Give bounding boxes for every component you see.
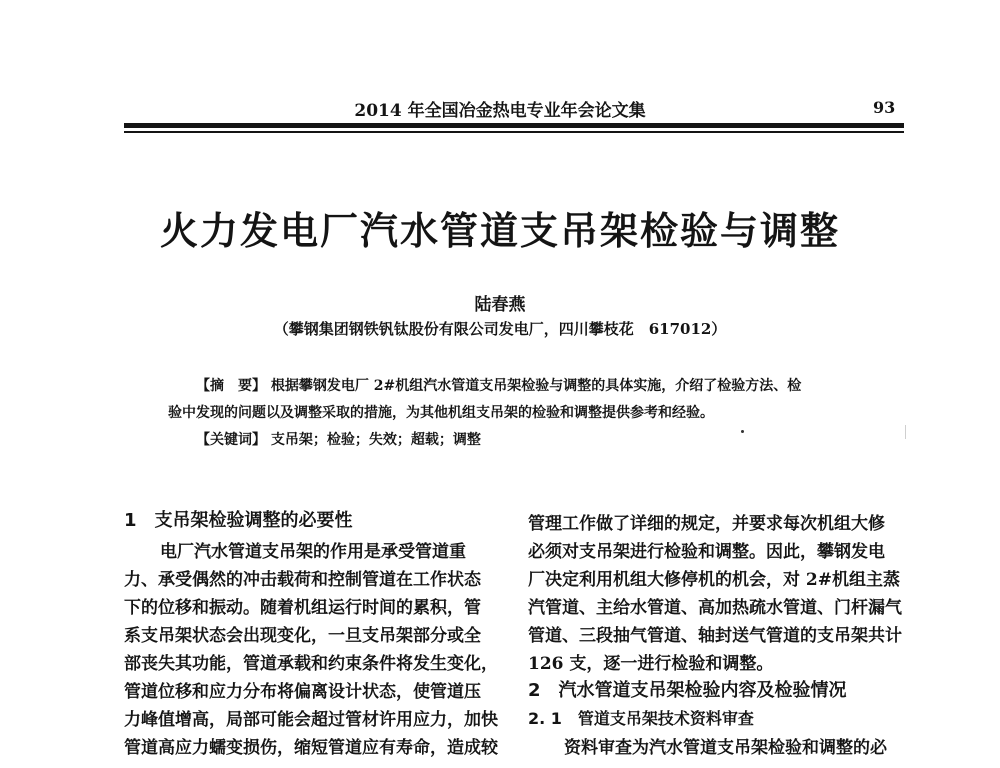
keywords-line: [196, 429, 481, 449]
body-line: 管道高应力蠕变损伤，缩短管道应有寿命，造成较: [124, 738, 498, 758]
body-line: 必须对支吊架进行检验和调整。因此，攀钢发电: [528, 542, 885, 562]
header-rule-thin: [124, 131, 904, 133]
abstract-label: 【摘 要】: [196, 378, 266, 394]
section-2-1-heading: 2. 1 管道支吊架技术资料审查: [528, 709, 754, 728]
body-line: 厂决定利用机组大修停机的机会，对 2#机组主蒸: [528, 570, 900, 590]
right-column: [528, 500, 908, 768]
keywords-text: 支吊架；检验；失效；超载；调整: [270, 432, 481, 448]
stray-dot: [741, 430, 744, 433]
article-title: 火力发电厂汽水管道支吊架检验与调整: [159, 208, 840, 253]
body-line: 力峰值增高，局部可能会超过管材许用应力，加快: [124, 710, 498, 730]
running-title: 2014 年全国冶金热电专业年会论文集: [354, 101, 646, 121]
section-2-heading: 2 汽水管道支吊架检验内容及检验情况: [528, 680, 847, 701]
page-number: 93: [873, 98, 896, 117]
abstract-text-1: 根据攀钢发电厂 2#机组汽水管道支吊架检验与调整的具体实施，介绍了检验方法、检: [270, 378, 802, 394]
body-line: 力、承受偶然的冲击载荷和控制管道在工作状态: [124, 570, 481, 590]
section-1-heading: 1 支吊架检验调整的必要性: [124, 510, 353, 531]
author: 陆春燕: [474, 295, 526, 315]
body-line: 管理工作做了详细的规定，并要求每次机组大修: [528, 514, 885, 534]
body-line: 管道位移和应力分布将偏离设计状态，使管道压: [124, 682, 481, 702]
body-line: 126 支，逐一进行检验和调整。: [528, 654, 774, 674]
left-column: [124, 500, 504, 768]
body-line: 管道、三段抽气管道、轴封送气管道的支吊架共计: [528, 626, 902, 646]
body-line: 电厂汽水管道支吊架的作用是承受管道重: [160, 542, 466, 562]
body-line: 部丧失其功能，管道承载和约束条件将发生变化，: [124, 654, 498, 674]
margin-mark: [905, 425, 906, 439]
body-line: 汽管道、主给水管道、高加热疏水管道、门杆漏气: [528, 598, 902, 618]
header-rule-thick: [124, 123, 904, 128]
keywords-label: 【关键词】: [196, 432, 266, 448]
body-line: 系支吊架状态会出现变化，一旦支吊架部分或全: [124, 626, 481, 646]
affiliation: （攀钢集团钢铁钒钛股份有限公司发电厂，四川攀枝花 617012）: [273, 320, 727, 338]
body-line: 下的位移和振动。随着机组运行时间的累积，管: [124, 598, 481, 618]
abstract-line-2: 验中发现的问题以及调整采取的措施，为其他机组支吊架的检验和调整提供参考和经验。: [168, 405, 714, 421]
body-line: 资料审查为汽水管道支吊架检验和调整的必: [564, 738, 887, 758]
abstract-line-1: [196, 375, 801, 395]
